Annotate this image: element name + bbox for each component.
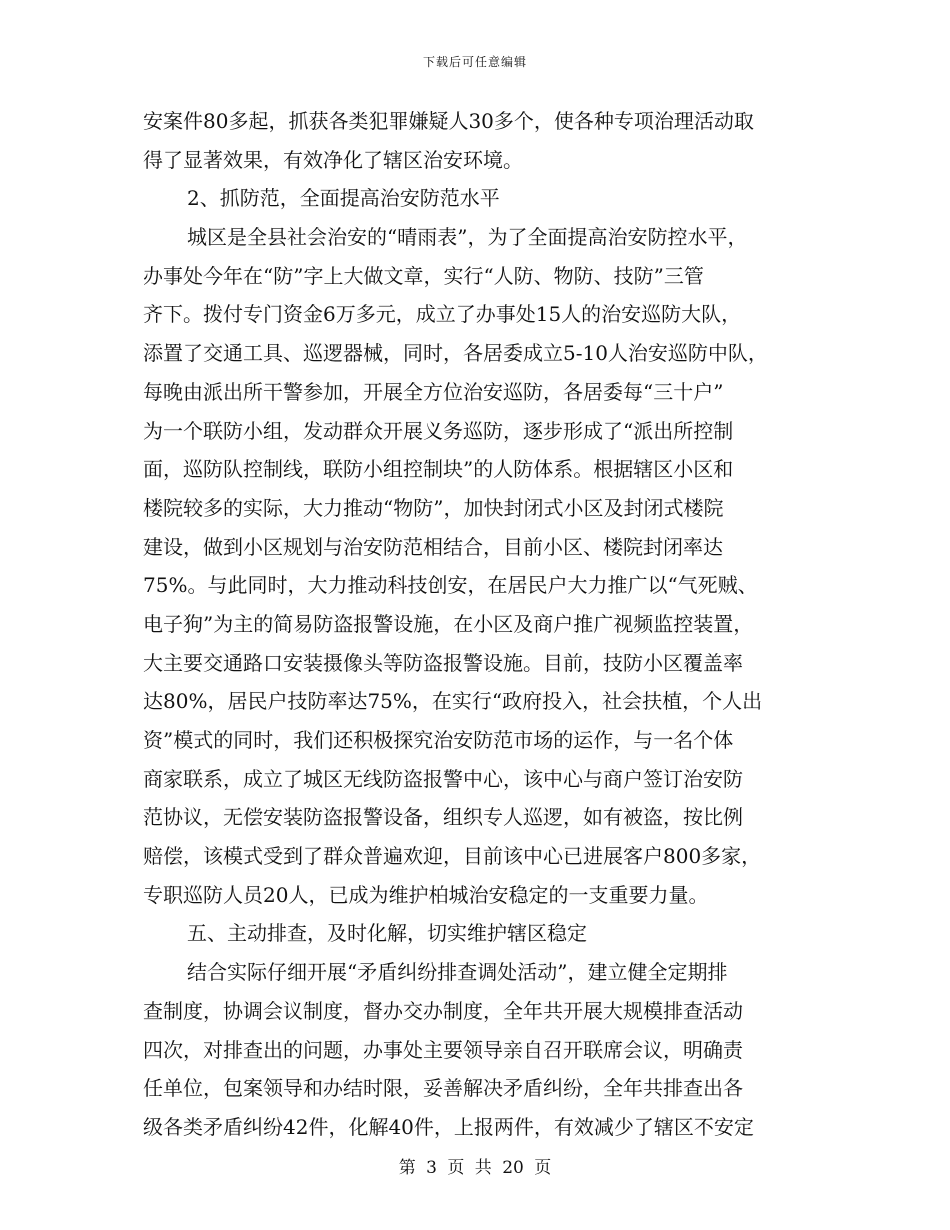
text-line: 大主要交通路口安装摄像头等防盗报警设施。目前，技防小区覆盖率	[143, 650, 743, 675]
text-line: 四次，对排查出的问题，办事处主要领导亲自召开联席会议，明确责	[143, 1037, 743, 1062]
text-line: 楼院较多的实际，大力推动“物防”，加快封闭式小区及封闭式楼院	[143, 495, 724, 520]
text-line: 电子狗”为主的简易防盗报警设施，在小区及商户推广视频监控装置，	[143, 611, 754, 636]
text-line: 查制度，协调会议制度，督办交办制度，全年共开展大规模排查活动	[143, 998, 743, 1023]
text-line: 任单位，包案领导和办结时限，妥善解决矛盾纠纷，全年共排查出各	[143, 1076, 743, 1101]
text-line: 为一个联防小组，发动群众开展义务巡防，逐步形成了“派出所控制	[143, 418, 734, 443]
text-line: 每晚由派出所干警参加，开展全方位治安巡防，各居委每“三十户”	[143, 379, 724, 404]
text-line: 达80%，居民户技防率达75%，在实行“政府投入，社会扶植，个人出	[143, 689, 763, 714]
page-header-note: 下载后可任意编辑	[422, 55, 527, 69]
text-line: 面，巡防队控制线，联防小组控制块”的人防体系。根据辖区小区和	[143, 457, 734, 482]
text-line: 结合实际仔细开展“矛盾纠纷排查调处活动”，建立健全定期排	[187, 960, 728, 985]
text-line: 得了显著效果，有效净化了辖区治安环境。	[143, 147, 523, 172]
text-line: 齐下。拨付专门资金6万多元，成立了办事处15人的治安巡防大队，	[143, 302, 742, 327]
text-line: 75%。与此同时，大力推动科技创安，在居民户大力推广以“气死贼、	[143, 573, 758, 598]
text-line: 建设，做到小区规划与治安防范相结合，目前小区、楼院封闭率达	[143, 534, 723, 559]
text-line: 范协议，无偿安装防盗报警设备，组织专人巡逻，如有被盗，按比例	[143, 805, 743, 830]
text-line: 安案件80多起，抓获各类犯罪嫌疑人30多个，使各种专项治理活动取	[143, 109, 754, 133]
page-number: 第 3 页 共 20 页	[398, 1158, 552, 1178]
text-line: 办事处今年在“防”字上大做文章，实行“人防、物防、技防”三管	[143, 263, 704, 288]
document-body	[143, 102, 811, 1147]
text-line: 2、抓防范，全面提高治安防范水平	[187, 186, 500, 211]
text-line: 资”模式的同时，我们还积极探究治安防范市场的运作，与一名个体	[143, 728, 734, 752]
text-line: 赔偿，该模式受到了群众普遍欢迎，目前该中心已进展客户800多家，	[143, 844, 762, 869]
text-line: 五、主动排查，及时化解，切实维护辖区稳定	[187, 921, 587, 946]
text-line: 商家联系，成立了城区无线防盗报警中心，该中心与商户签订治安防	[143, 766, 743, 791]
text-line: 城区是全县社会治安的“晴雨表”，为了全面提高治安防控水平，	[187, 225, 748, 250]
text-line: 添置了交通工具、巡逻器械，同时，各居委成立5-10人治安巡防中队，	[143, 341, 768, 366]
text-line: 级各类矛盾纠纷42件，化解40件，上报两件，有效减少了辖区不安定	[143, 1114, 754, 1139]
text-line: 专职巡防人员20人，已成为维护柏城治安稳定的一支重要力量。	[143, 882, 709, 907]
